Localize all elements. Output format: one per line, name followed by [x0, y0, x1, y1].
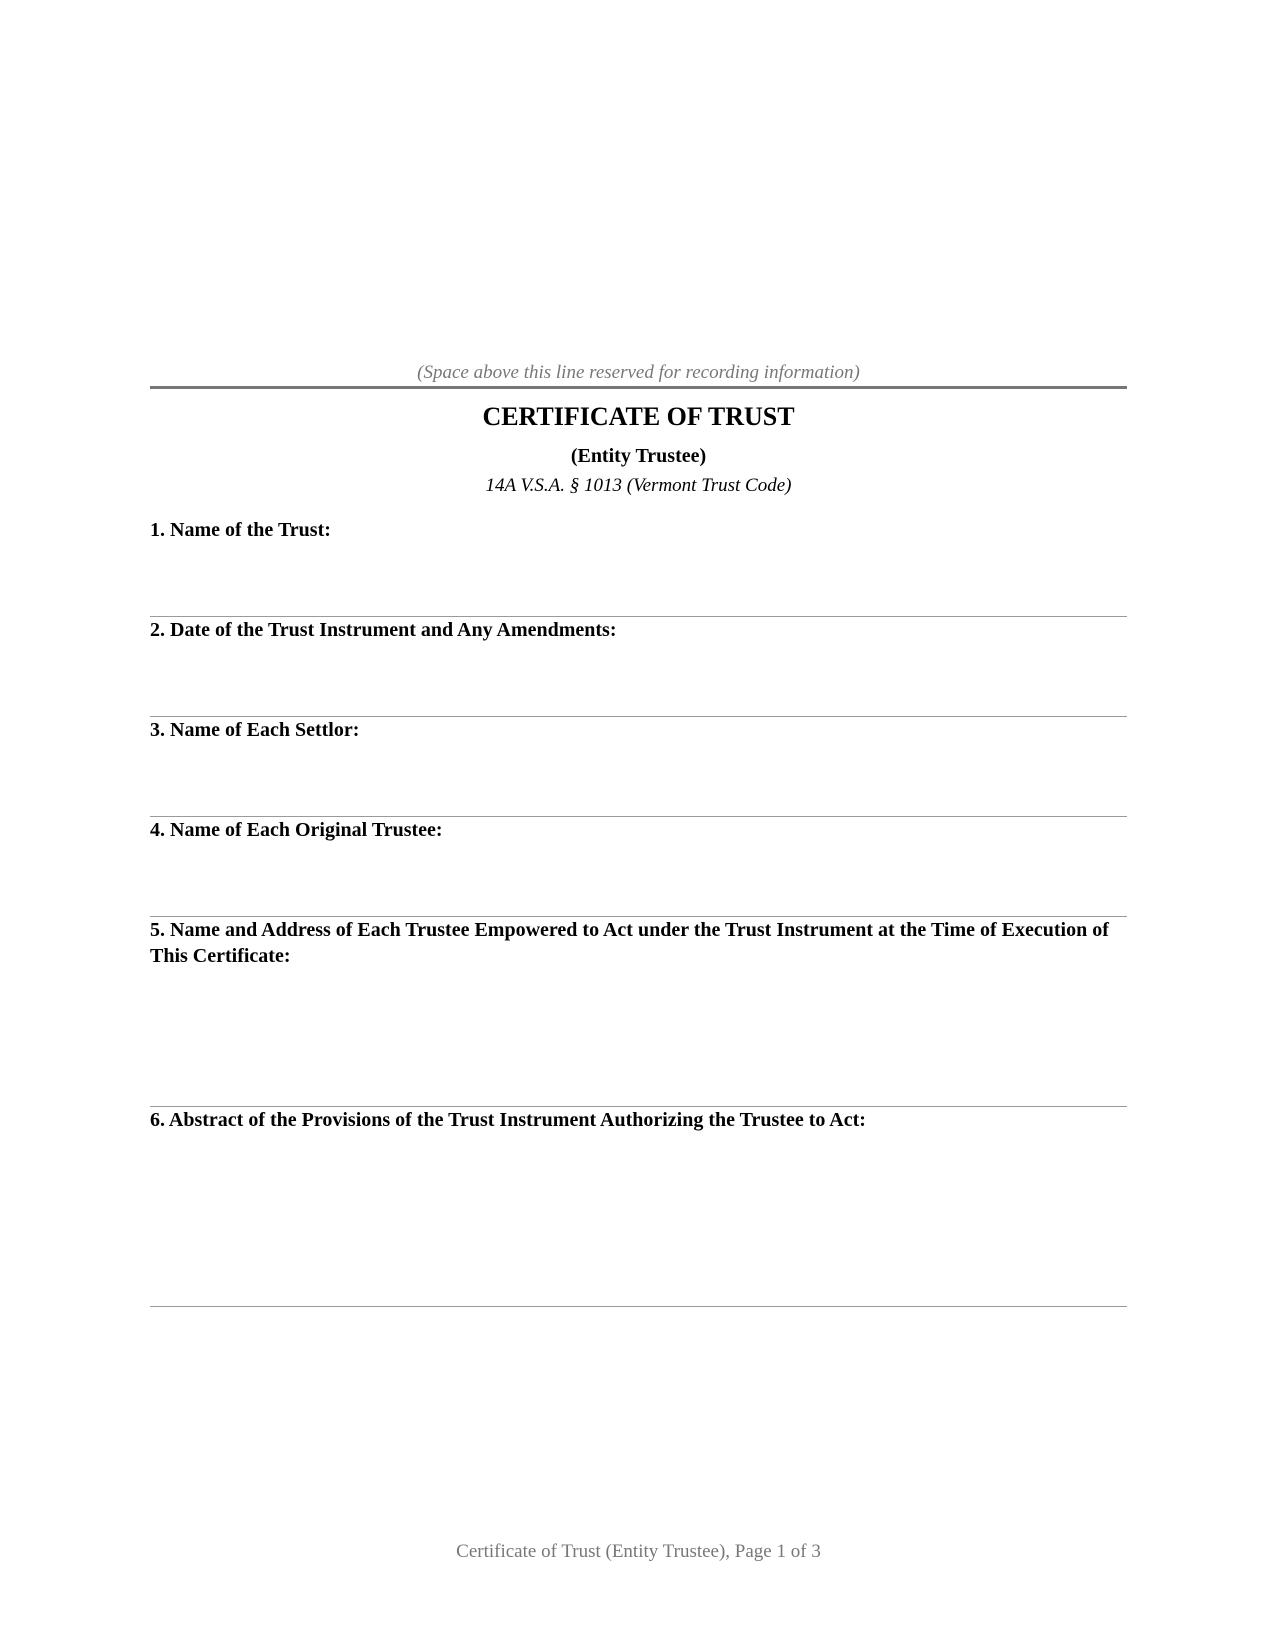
page-footer: Certificate of Trust (Entity Trustee), Page 1 of 3 [456, 1541, 821, 1562]
section-current-trustees [150, 917, 1127, 969]
authorizing-provisions-field[interactable] [150, 1137, 1127, 1307]
instrument-date-field[interactable] [150, 647, 1127, 717]
section-original-trustees [150, 817, 1127, 843]
trust-name-field[interactable] [150, 547, 1127, 617]
original-trustees-field[interactable] [150, 847, 1127, 917]
section-instrument-date [150, 617, 1127, 643]
document-title: CERTIFICATE OF TRUST [482, 402, 795, 431]
document-subtitle: (Entity Trustee) [570, 445, 707, 467]
section-label: 5. Name and Address of Each Trustee Empowered to Act under the Trust Instrument at the Time of Execution of This Certificate: [150, 919, 1109, 967]
section-authorizing-provisions [150, 1107, 1127, 1133]
section-label: 4. Name of Each Original Trustee: [150, 819, 443, 841]
recording-divider [150, 386, 1127, 389]
settlors-field[interactable] [150, 747, 1127, 817]
section-settlors [150, 717, 1127, 743]
statute-citation: 14A V.S.A. § 1013 (Vermont Trust Code) [485, 475, 792, 496]
section-label: 6. Abstract of the Provisions of the Trust Instrument Authorizing the Trustee to Act: [150, 1109, 866, 1131]
section-label: 3. Name of Each Settlor: [150, 719, 360, 741]
current-trustees-field[interactable] [150, 973, 1127, 1107]
section-label: 1. Name of the Trust: [150, 519, 331, 541]
section-label: 2. Date of the Trust Instrument and Any Amendments: [150, 619, 617, 641]
recording-space-note: (Space above this line reserved for recording information) [417, 362, 860, 383]
section-trust-name [150, 517, 1127, 543]
